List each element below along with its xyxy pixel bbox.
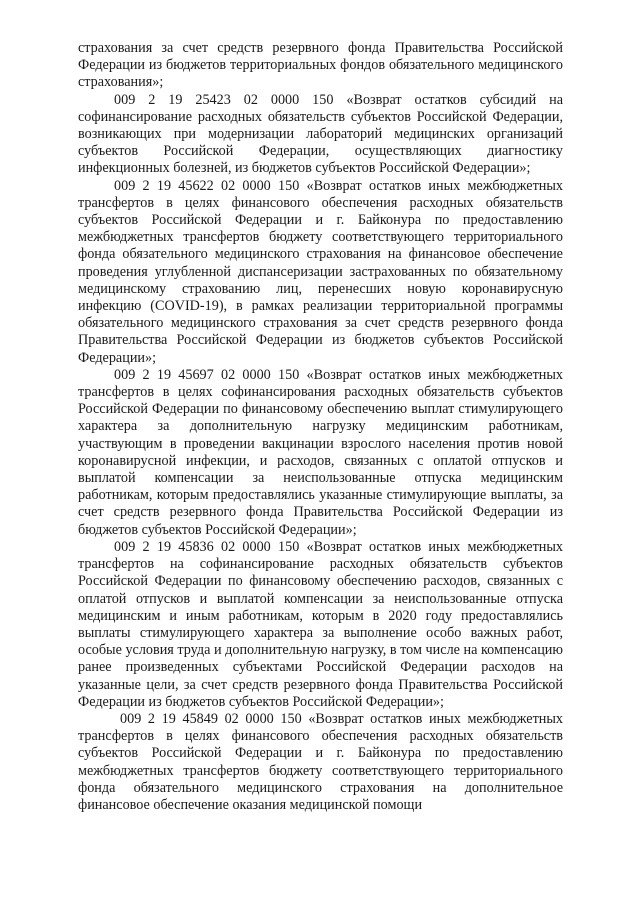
paragraph-code-45622: 009 2 19 45622 02 0000 150 «Возврат остатков иных межбюджетных трансфертов в целях финансового обеспечения расходных обязательств субъектов Российской Федерации и г. Байконура по предоставлению межбюджетных трансфертов бюджету соответствующего территориального фонда обязательного медицинского страхования на финансовое обеспечение проведения углубленной диспансеризации застрахованных по обязательному медицинскому страхованию лиц, перенесших новую коронавирусную инфекцию (COVID-19), в рамках реализации территориальной программы обязательного медицинского страхования за счет средств резервного фонда Правительства Российской Федерации из бюджетов субъектов Российской Федерации»;	[78, 177, 563, 366]
paragraph-code-45849: 009 2 19 45849 02 0000 150 «Возврат остатков иных межбюджетных трансфертов в целях финансового обеспечения расходных обязательств субъектов Российской Федерации и г. Байконура по предоставлению межбюджетных трансфертов бюджету соответствующего территориального фонда обязательного медицинского страхования на дополнительное финансовое обеспечение оказания медицинской помощи	[78, 710, 563, 813]
paragraph-continuation: страхования за счет средств резервного фонда Правительства Российской Федерации из бюджетов территориальных фондов обязательного медицинского страхования»;	[78, 40, 563, 91]
paragraph-code-25423: 009 2 19 25423 02 0000 150 «Возврат остатков субсидий на софинансирование расходных обязательств субъектов Российской Федерации, возникающих при модернизации лабораторий медицинских организаций субъектов Российской Федерации, осуществляющих диагностику инфекционных болезней, из бюджетов субъектов Российской Федерации»;	[78, 91, 563, 177]
paragraph-code-45697: 009 2 19 45697 02 0000 150 «Возврат остатков иных межбюджетных трансфертов в целях софинансирования расходных обязательств субъектов Российской Федерации по финансовому обеспечению выплат стимулирующего характера за дополнительную нагрузку медицинским работникам, участвующим в проведении вакцинации взрослого населения против новой коронавирусной инфекции, и расходов, связанных с оплатой отпусков и выплатой компенсации за неиспользованные отпуска медицинским работникам, которым предоставлялись указанные стимулирующие выплаты, за счет средств резервного фонда Правительства Российской Федерации из бюджетов субъектов Российской Федерации»;	[78, 366, 563, 538]
paragraph-code-45836: 009 2 19 45836 02 0000 150 «Возврат остатков иных межбюджетных трансфертов на софинансирование расходных обязательств субъектов Российской Федерации по финансовому обеспечению расходов, связанных с оплатой отпусков и выплатой компенсации за неиспользованные отпуска медицинским и иным работникам, которым в 2020 году предоставлялись выплаты стимулирующего характера за выполнение особо важных работ, особые условия труда и дополнительную нагрузку, в том числе на компенсацию ранее произведенных субъектами Российской Федерации расходов на указанные цели, за счет средств резервного фонда Правительства Российской Федерации из бюджетов субъектов Российской Федерации»;	[78, 538, 563, 710]
document-page	[78, 40, 563, 814]
